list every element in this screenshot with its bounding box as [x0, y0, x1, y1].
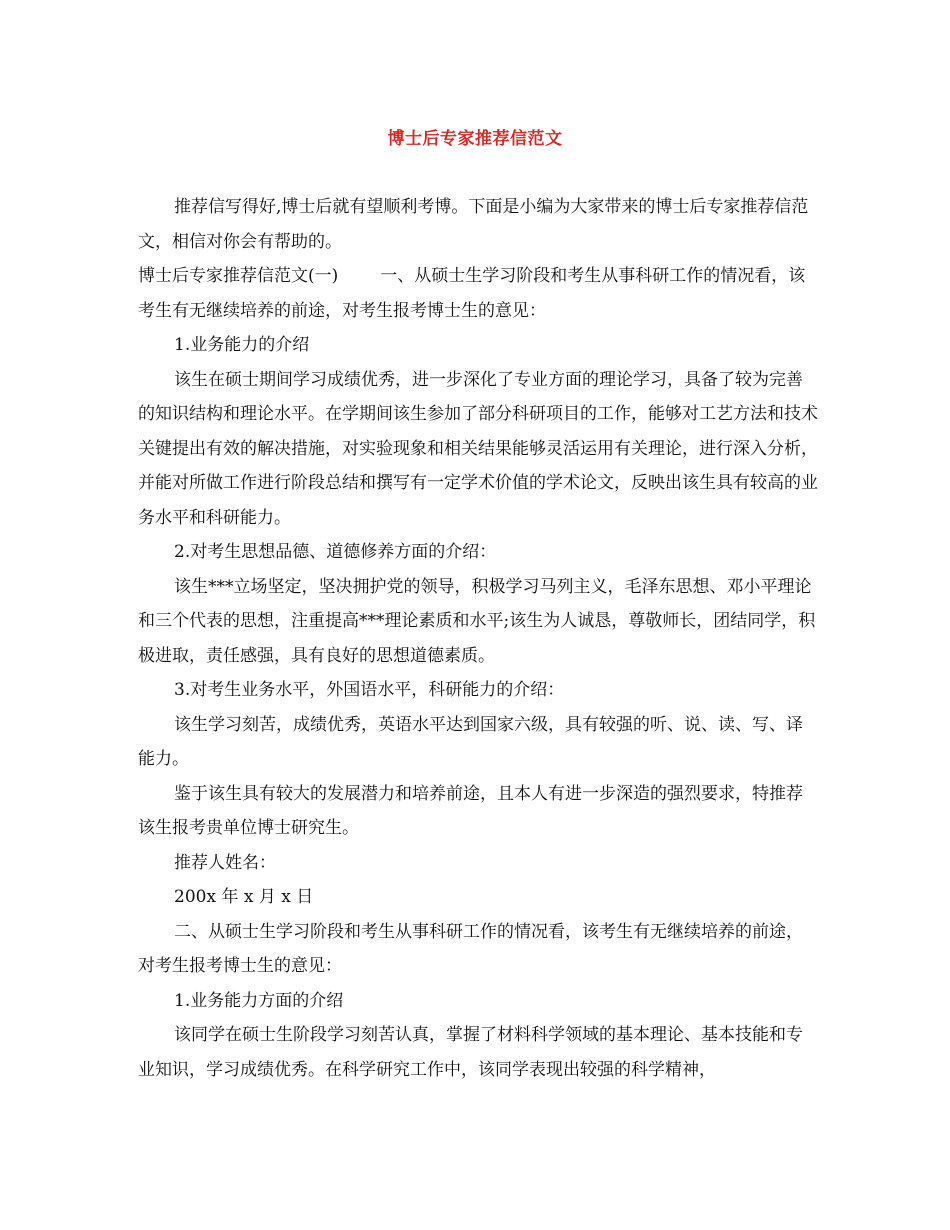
- section2-item1-heading: 1.业务能力方面的介绍: [174, 990, 344, 1011]
- section2-item1-body: 该同学在硕士生阶段学习刻苦认真，掌握了材料科学领域的基本理论、基本技能和专业知识，学习成绩优秀。在科学研究工作中，该同学表现出较强的科学精神，: [138, 1025, 803, 1080]
- section2-heading: 二、从硕士生学习阶段和考生从事科研工作的情况看，该考生有无继续培养的前途，对考生报考博士生的意见：: [138, 921, 803, 976]
- recommend-paragraph: 鉴于该生具有较大的发展潜力和培养前途，且本人有进一步深造的强烈要求，特推荐该生报考贵单位博士研究生。: [138, 783, 803, 838]
- item1-body: 该生在硕士期间学习成绩优秀，进一步深化了专业方面的理论学习，具备了较为完善的知识结构和理论水平。在学期间该生参加了部分科研项目的工作，能够对工艺方法和技术关键提出有效的解决措施，对实验现象和相关结果能够灵活运用有关理论，进行深入分析，并能对所做工作进行阶段总结和撰写有一定学术价值的学术论文，反映出该生具有较高的业务水平和科研能力。: [138, 369, 818, 528]
- intro-paragraph: 推荐信写得好,博士后就有望顺利考博。下面是小编为大家带来的博士后专家推荐信范文，相信对你会有帮助的。: [138, 197, 809, 252]
- date-line: 200x 年 x 月 x 日: [174, 887, 314, 907]
- sample-label: 博士后专家推荐信范文(一): [138, 266, 339, 286]
- document-title: 博士后专家推荐信范文: [387, 129, 563, 149]
- document-body: [138, 190, 818, 1087]
- item2-body: 该生***立场坚定，坚决拥护党的领导，积极学习马列主义，毛泽东思想、邓小平理论和三个代表的思想，注重提高***理论素质和水平;该生为人诚恳，尊敬师长，团结同学，积极进取，责任感强，具有良好的思想道德素质。: [138, 576, 816, 666]
- recommender-line: 推荐人姓名：: [174, 852, 276, 873]
- sample-heading-paragraph: [138, 259, 818, 328]
- item3-body: 该生学习刻苦，成绩优秀，英语水平达到国家六级，具有较强的听、说、读、写、译能力。: [138, 714, 803, 769]
- item1-heading: 1.业务能力的介绍: [174, 335, 310, 355]
- item3-heading: 3.对考生业务水平，外国语水平，科研能力的介绍：: [174, 680, 565, 700]
- item2-heading: 2.对考生思想品德、道德修养方面的介绍：: [174, 542, 497, 562]
- sample-heading-text: 一、从硕士生学习阶段和考生从事科研工作的情况看，该考生有无继续培养的前途，对考生报考博士生的意见：: [138, 266, 806, 321]
